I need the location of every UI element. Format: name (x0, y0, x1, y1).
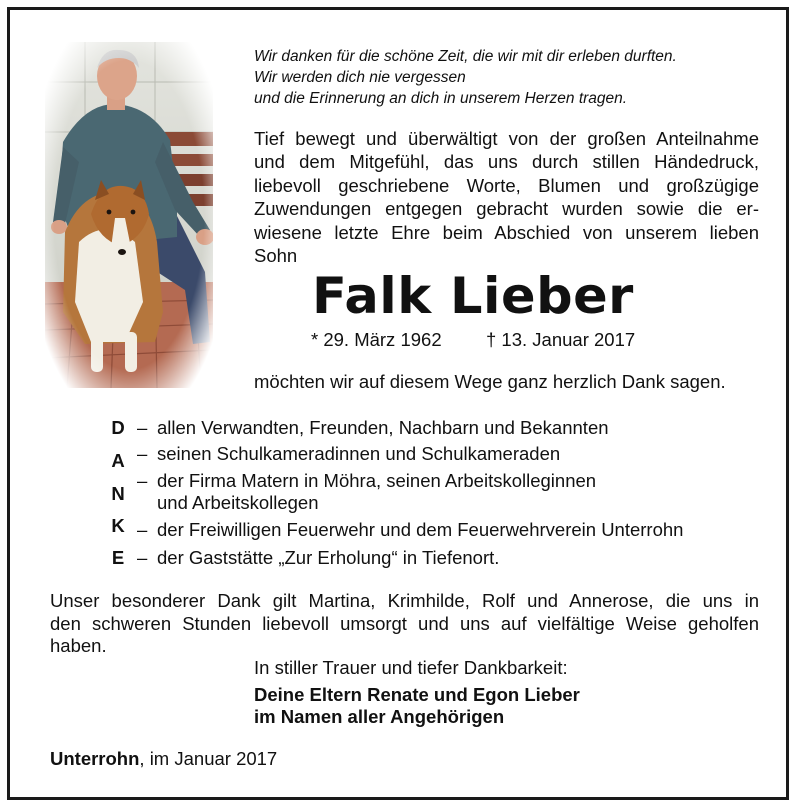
signer-line: Deine Eltern Renate und Egon Lieber (254, 684, 580, 705)
closing-line: In stiller Trauer und tiefer Dankbarkeit: (254, 657, 568, 678)
special-line: den schweren Stunden liebevoll umsorgt und uns auf vielfältige Weise geholfen (50, 612, 759, 634)
danke-item-text-cont: und Arbeitskollegen (157, 492, 319, 513)
intro-line: und dem Mitgefühl, das uns durch stillen Händedruck, (254, 151, 759, 173)
dash: – (137, 519, 148, 540)
place-town: Unterrohn (50, 748, 140, 769)
death-date: † 13. Januar 2017 (486, 329, 636, 350)
intro-line: Zuwendungen entgegen gebracht wurden sowie die er- (254, 198, 759, 220)
quote-line: Wir danken für die schöne Zeit, die wir mit dir erleben durften. (254, 48, 677, 65)
quote-line: und die Erinnerung an dich in unserem Herzen tragen. (254, 90, 628, 107)
intro-line: liebevoll geschriebene Worte, Blumen und großzügige (254, 174, 759, 196)
signer-line: im Namen aller Angehörigen (254, 706, 505, 727)
dash: – (137, 470, 148, 491)
danke-item-text: seinen Schulkameradinnen und Schulkameraden (157, 443, 561, 464)
intro-line: Sohn (254, 245, 298, 267)
danke-item-text: der Gaststätte „Zur Erholung“ in Tiefenort. (157, 547, 500, 568)
signers (254, 684, 580, 728)
danke-letter-k: K (111, 515, 125, 536)
deceased-name: Falk Lieber (312, 267, 634, 325)
special-line: haben. (50, 635, 107, 657)
special-thanks-paragraph (50, 590, 759, 658)
danke-item (137, 547, 499, 569)
danke-item (137, 519, 683, 541)
dash: – (137, 547, 148, 568)
memorial-quote (254, 46, 774, 109)
thanks-line: möchten wir auf diesem Wege ganz herzlich Dank sagen. (254, 371, 726, 392)
portrait-photo (45, 42, 213, 388)
place-date-text: , im Januar 2017 (139, 748, 278, 769)
intro-line: Tief bewegt und überwältigt von der großen Anteilnahme (254, 128, 759, 149)
danke-letter-e: E (111, 547, 125, 568)
intro-paragraph (254, 127, 759, 267)
danke-letter-n: N (111, 483, 125, 504)
danke-item-text: der Firma Matern in Möhra, seinen Arbeitskolleginnen (157, 470, 597, 491)
danke-item-text: der Freiwilligen Feuerwehr und dem Feuerwehrverein Unterrohn (157, 519, 684, 540)
intro-line: wiesene letzte Ehre beim Abschied von unserem lieben (254, 221, 759, 243)
danke-letter-d: D (111, 417, 125, 438)
place-date (50, 747, 277, 771)
danke-item (137, 470, 596, 514)
danke-item (137, 443, 560, 465)
danke-item (137, 417, 609, 439)
dash: – (137, 417, 148, 438)
special-line: Unser besonderer Dank gilt Martina, Krimhilde, Rolf und Annerose, die uns in (50, 590, 759, 611)
danke-letter-a: A (111, 450, 125, 471)
danke-item-text: allen Verwandten, Freunden, Nachbarn und Bekannten (157, 417, 609, 438)
birth-date: * 29. März 1962 (311, 329, 442, 350)
quote-line: Wir werden dich nie vergessen (254, 69, 466, 86)
dash: – (137, 443, 148, 464)
